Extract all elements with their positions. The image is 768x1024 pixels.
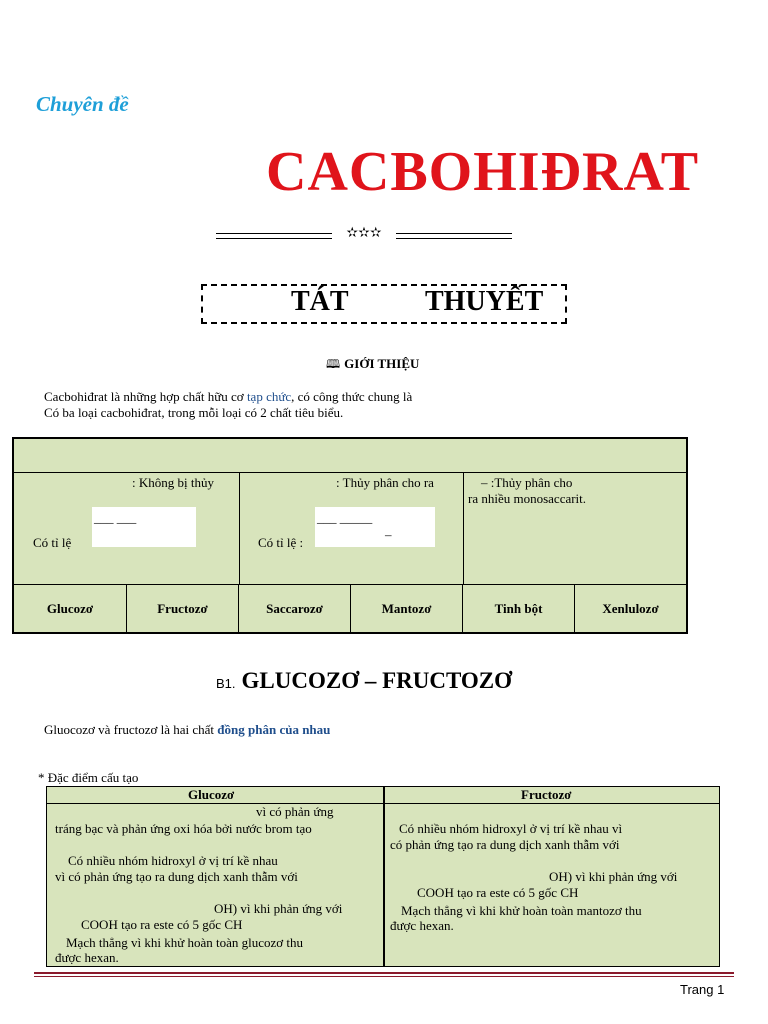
footer-rule-thick bbox=[34, 972, 734, 974]
glucose-line: Mạch thẳng vì khi khử hoàn toàn glucozơ thu bbox=[66, 935, 304, 950]
page-number: Trang 1 bbox=[680, 982, 725, 997]
section-heading-box bbox=[201, 284, 567, 324]
col1-formula: ___ ___ bbox=[94, 510, 137, 525]
structure-table bbox=[46, 786, 720, 967]
isomer-highlight: đồng phân của nhau bbox=[217, 722, 331, 737]
glucose-line: OH) vì khi phản ứng với bbox=[214, 901, 343, 916]
item-mantozo: Mantozơ bbox=[351, 585, 463, 633]
classification-table bbox=[12, 437, 688, 634]
b1-title: GLUCOZƠ – FRUCTOZƠ bbox=[241, 668, 513, 693]
col1-formula-box bbox=[92, 507, 196, 547]
col1-desc: : Không bị thủy bbox=[132, 475, 214, 490]
intro-text-end: , có công thức chung là bbox=[291, 389, 413, 404]
footer-rule-thin bbox=[34, 976, 734, 977]
glucose-line: COOH tạo ra este có 5 gốc CH bbox=[81, 917, 243, 932]
classification-header-row bbox=[14, 439, 686, 473]
fructose-line: Có nhiều nhóm hidroxyl ở vị trí kề nhau vì bbox=[399, 821, 623, 836]
fructose-line: Mạch thẳng vì khi khử hoàn toàn mantozơ thu bbox=[401, 903, 642, 918]
item-glucozo: Glucozơ bbox=[14, 585, 127, 633]
col-header-fructozo: Fructozơ bbox=[521, 787, 572, 802]
fructose-line: có phản ứng tạo ra dung dịch xanh thẫm với bbox=[390, 837, 620, 852]
structure-heading: * Đặc điểm cấu tạo bbox=[38, 770, 139, 785]
classification-col-polisaccarit bbox=[463, 473, 688, 584]
item-fructozo: Fructozơ bbox=[127, 585, 239, 633]
col2-ratio: Có tỉ lệ : bbox=[258, 535, 304, 550]
item-saccarozo: Saccarozơ bbox=[239, 585, 351, 633]
structure-table-divider bbox=[383, 787, 385, 966]
intro-line-1 bbox=[44, 389, 412, 405]
col2-desc: : Thủy phân cho ra bbox=[336, 475, 434, 490]
glucose-line: vì có phản ứng tạo ra dung dịch xanh thẫm với bbox=[55, 869, 298, 884]
fructose-line: COOH tạo ra este có 5 gốc CH bbox=[417, 885, 579, 900]
b1-prefix: B1. bbox=[216, 676, 236, 691]
col2-formula: ___ _____ bbox=[317, 510, 373, 525]
classification-items-row bbox=[14, 584, 686, 633]
page-title: CACBOHIĐRAT bbox=[266, 141, 700, 203]
intro-line-2: Có ba loại cacbohiđrat, trong mỗi loại có 2 chất tiêu biểu. bbox=[44, 405, 344, 420]
glucose-line: Có nhiều nhóm hidroxyl ở vị trí kề nhau bbox=[68, 853, 278, 868]
item-tinh-bot: Tinh bột bbox=[463, 585, 575, 633]
subtitle: Chuyên đề bbox=[36, 92, 129, 116]
item-xenlulozo: Xenlulozơ bbox=[602, 601, 659, 616]
glucose-line: được hexan. bbox=[55, 950, 119, 965]
isomer-line bbox=[44, 722, 330, 738]
fructose-line: OH) vì khi phản ứng với bbox=[549, 869, 678, 884]
book-icon: 🕮 bbox=[326, 357, 341, 371]
ornament-line-left bbox=[216, 233, 332, 239]
glucose-line: vì có phản ứng bbox=[256, 804, 334, 819]
col1-ratio: Có tỉ lệ bbox=[33, 535, 72, 550]
intro-text: Cacbohiđrat là những hợp chất hữu cơ bbox=[44, 389, 247, 404]
ornament-line-right bbox=[396, 233, 512, 239]
col3-desc-2: ra nhiều monosaccarit. bbox=[468, 491, 587, 506]
intro-heading bbox=[326, 355, 419, 376]
col-header-glucozo: Glucozơ bbox=[188, 787, 235, 802]
section-heading-word2: THUYẾT bbox=[425, 286, 544, 317]
intro-heading-text: GIỚI THIỆU bbox=[344, 356, 420, 371]
classification-col-disaccarit bbox=[239, 473, 464, 584]
col2-formula-dash: – bbox=[385, 527, 392, 542]
star-ornament-icon: ✫✫✫ bbox=[346, 225, 382, 241]
isomer-text: Gluocozơ và fructozơ là hai chất bbox=[44, 722, 218, 737]
intro-highlight: tạp chức bbox=[246, 389, 292, 404]
col3-desc: – :Thủy phân cho bbox=[481, 475, 573, 490]
fructose-line: được hexan. bbox=[390, 918, 454, 933]
title-ornament bbox=[216, 225, 512, 244]
footer-rule bbox=[34, 972, 734, 978]
glucose-line: tráng bạc và phản ứng oxi hóa bởi nước brom tạo bbox=[55, 821, 312, 836]
col2-formula-box bbox=[315, 507, 435, 547]
classification-col-monosaccarit bbox=[14, 473, 240, 584]
section-b1-heading bbox=[216, 668, 512, 694]
section-heading-word1: TÁT bbox=[291, 286, 349, 317]
